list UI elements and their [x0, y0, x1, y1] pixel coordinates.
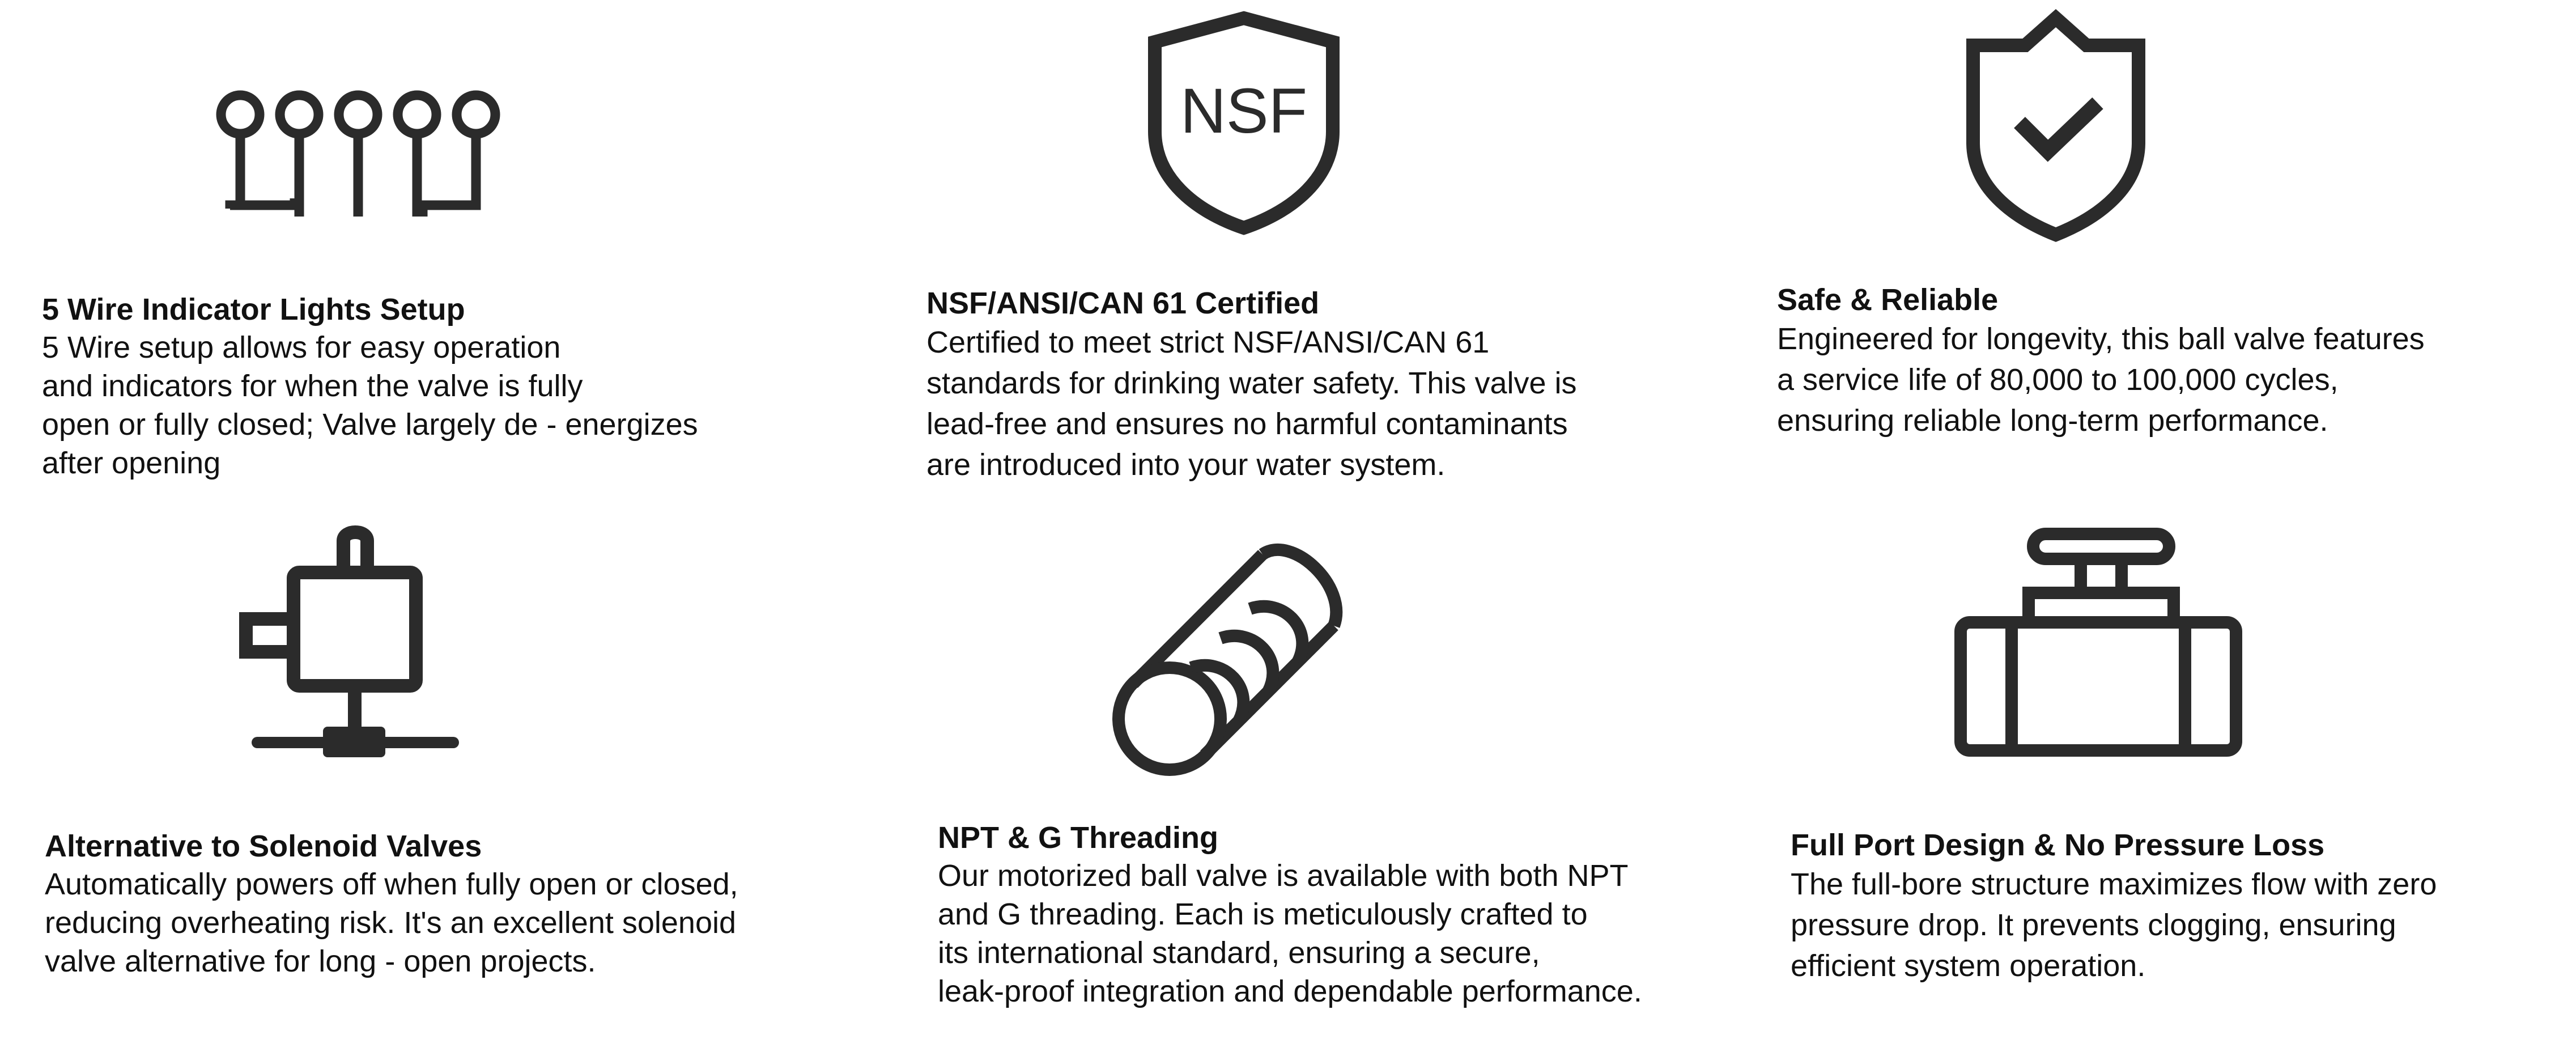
feature-text-line: efficient system operation. — [1791, 949, 2146, 983]
feature-card-5 — [938, 819, 1642, 1011]
feature-text-line: The full-bore structure maximizes flow with zero — [1791, 867, 2437, 901]
thread-pipe-icon — [1122, 537, 1349, 766]
feature-text-line: 5 Wire setup allows for easy operation — [42, 330, 561, 364]
nsf-icon-label: NSF — [1180, 75, 1307, 146]
feature-text-line: standards for drinking water safety. This valve is — [926, 366, 1577, 400]
feature-card-1 — [42, 291, 698, 482]
feature-title: 5 Wire Indicator Lights Setup — [42, 292, 465, 326]
feature-card-2 — [926, 285, 1577, 485]
feature-text-line: after opening — [42, 446, 221, 480]
feature-text-line: reducing overheating risk. It's an excellent solenoid — [45, 906, 737, 940]
feature-title: Safe & Reliable — [1777, 283, 1999, 317]
wire-indicator-icon — [210, 85, 510, 221]
feature-title: NSF/ANSI/CAN 61 Certified — [926, 286, 1320, 320]
feature-text-line: lead-free and ensures no harmful contaminants — [926, 407, 1568, 441]
feature-text-line: and G threading. Each is meticulously crafted to — [938, 897, 1588, 931]
feature-title: NPT & G Threading — [938, 821, 1219, 855]
feature-text-line: Our motorized ball valve is available with both NPT — [938, 859, 1629, 893]
feature-card-6 — [1791, 826, 2437, 986]
feature-text-line: pressure drop. It prevents clogging, ensuring — [1791, 908, 2396, 942]
feature-text-line: its international standard, ensuring a secure, — [938, 936, 1540, 970]
feature-text-line: valve alternative for long - open projects. — [45, 944, 596, 978]
feature-text-line: leak-proof integration and dependable performance. — [938, 974, 1642, 1008]
full-port-valve-icon — [1954, 529, 2243, 762]
feature-title: Alternative to Solenoid Valves — [45, 829, 482, 863]
feature-card-3 — [1777, 281, 2425, 441]
feature-text-line: open or fully closed; Valve largely de - energizes — [42, 408, 698, 442]
feature-text-line: a service life of 80,000 to 100,000 cycles, — [1777, 363, 2339, 397]
shield-check-icon — [1965, 12, 2146, 241]
feature-text-line: Certified to meet strict NSF/ANSI/CAN 61 — [926, 325, 1490, 359]
solenoid-valve-icon — [244, 527, 465, 765]
feature-card-4 — [45, 828, 738, 981]
feature-text-line: Engineered for longevity, this ball valve features — [1777, 322, 2425, 356]
feature-text-line: and indicators for when the valve is fully — [42, 369, 583, 403]
feature-text-line: ensuring reliable long-term performance. — [1777, 404, 2328, 438]
nsf-shield-icon — [1146, 12, 1342, 234]
feature-text-line: are introduced into your water system. — [926, 448, 1446, 482]
feature-title: Full Port Design & No Pressure Loss — [1791, 828, 2325, 862]
feature-text-line: Automatically powers off when fully open or closed, — [45, 867, 738, 901]
